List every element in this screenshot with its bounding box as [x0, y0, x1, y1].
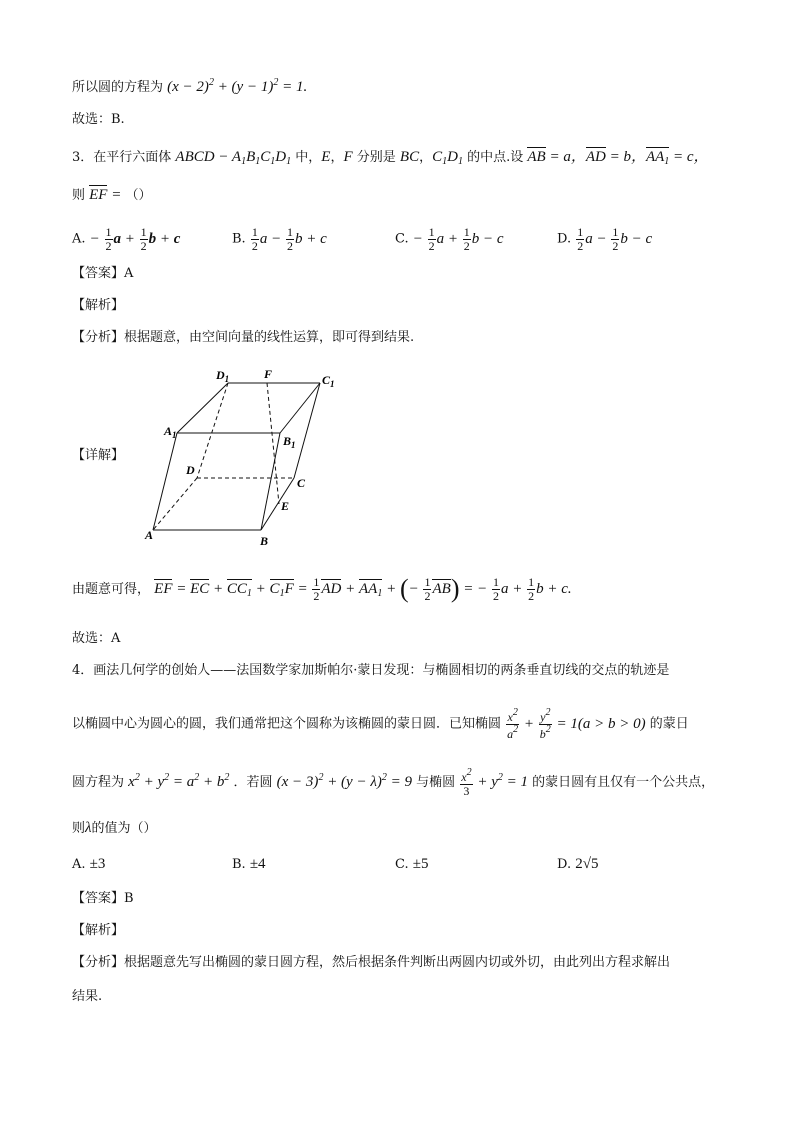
- option-expr: ±5: [412, 856, 429, 872]
- circle-equation-line: [72, 78, 307, 95]
- q3-option-a[interactable]: A. − $\frac{1}{2}$ a + $\frac{1}{2}$ b + c: [72, 225, 181, 253]
- option-expr: 2√5: [575, 856, 599, 872]
- q4-line3-e: 与椭圆: [416, 775, 456, 791]
- option-expr: ±3: [89, 856, 106, 872]
- label-A1: $A_1$: [164, 424, 177, 440]
- q4-line2: [72, 708, 689, 740]
- option-label: B.: [232, 857, 246, 872]
- q3-answer: 【答案】A: [72, 266, 134, 281]
- label-F: F: [264, 367, 273, 381]
- q3-solid: ABCD − $A_1B_1C_1D_1$: [175, 149, 292, 167]
- q3-derivation: [72, 576, 572, 603]
- label-D1: $D_1$: [216, 368, 230, 384]
- q4-line1: 4．画法几何学的创始人——法国数学家加斯帕尔·蒙日发现：与椭圆相切的两条垂直切线的交点的轨迹是: [72, 663, 670, 678]
- option-label: C.: [395, 231, 409, 247]
- circle-equation-text: 所以圆的方程为: [72, 80, 164, 95]
- answer-pick-b: 故选：B.: [72, 112, 125, 127]
- q3-prefix: 3．在平行六面体: [72, 150, 172, 165]
- monge-circle-eq: $x^2 + y^2 = a^2 + b^2$: [128, 772, 230, 791]
- label-B: B: [260, 534, 269, 548]
- q3-stem: [72, 150, 709, 167]
- q4-analysis-tag: 【解析】: [72, 923, 125, 938]
- option-label: D.: [557, 857, 572, 872]
- label-A: A: [145, 528, 154, 542]
- option-expr: ±4: [249, 856, 266, 872]
- q4-analysis-text-2: 结果.: [72, 989, 103, 1004]
- q3-option-c[interactable]: C. − $\frac{1}{2}$ a + $\frac{1}{2}$ b − c: [395, 225, 504, 253]
- q4-option-b[interactable]: [232, 856, 266, 873]
- option-label: D.: [557, 231, 572, 247]
- q3-analysis-tag: 【解析】: [72, 298, 125, 313]
- option-label: B.: [232, 231, 246, 247]
- circle-equation-math: $(x - 2)^2 + (y - 1)^2 = 1$.: [167, 77, 308, 95]
- given-ellipse-eq: $\frac{x^2}{3}$ + $y^2 = 1$: [461, 767, 528, 798]
- q4-line2-tail: 的蒙日: [649, 716, 689, 732]
- q4-analysis-text-1: 【分析】根据题意先写出椭圆的蒙日圆方程，然后根据条件判断出两圆内切或外切，由此列出方程求解出: [72, 955, 671, 970]
- ellipse-equation: $\frac{x^2}{a^2}$ + $\frac{y^2}{b^2}$ = 1(a > b > 0): [507, 707, 646, 741]
- label-D: D: [186, 463, 195, 477]
- q3-vector-defs: AB = a，AD = b，$AA_1 = c$，: [527, 149, 709, 167]
- q3-pick: 故选：A: [72, 631, 121, 646]
- q4-answer: 【答案】B: [72, 891, 134, 906]
- q4-option-d[interactable]: [557, 856, 598, 873]
- q3-option-b[interactable]: B. $\frac{1}{2}$ a − $\frac{1}{2}$ b + c: [232, 225, 327, 253]
- q4-ask: 则λ的值为（）: [72, 820, 157, 836]
- derivation-prefix: 由题意可得，: [72, 582, 151, 597]
- q3-analysis-text: 【分析】根据题意，由空间向量的线性运算，即可得到结果.: [72, 330, 415, 345]
- q3-mid: 中，E，F 分别是 BC，$C_1D_1$ 的中点.设: [295, 149, 524, 167]
- q3-ask: 则 EF = （）: [72, 187, 152, 203]
- q4-line3-c: ．若圆: [233, 775, 273, 791]
- q4-line3-a: 圆方程为: [72, 775, 125, 791]
- label-E: E: [281, 499, 290, 513]
- q4-line3: [72, 768, 714, 797]
- option-label: A.: [72, 231, 86, 247]
- given-circle-eq: $(x - 3)^2 + (y - \lambda)^2 = 9$: [276, 772, 412, 791]
- q4-line2-text: 以椭圆中心为圆心的圆，我们通常把这个圆称为该椭圆的蒙日圆．已知椭圆: [72, 716, 502, 732]
- q4-option-c[interactable]: [395, 856, 429, 873]
- option-label: A.: [72, 857, 86, 872]
- q3-detail-tag: 【详解】: [72, 448, 125, 463]
- derivation-math: EF = EC + $CC_1 + C_1F$ = $\frac{1}{2}$ AD + $AA_1$ + (− $\frac{1}{2}$ AB) = − $\frac{1}{2}$ a + $\frac{1}{2}$ b + c.: [154, 574, 572, 604]
- q4-option-a[interactable]: [72, 856, 105, 873]
- q4-line3-f: 的蒙日圆有且仅有一个公共点，: [532, 775, 715, 791]
- parallelepiped-figure: [140, 365, 370, 550]
- label-C1: $C_1$: [322, 373, 335, 389]
- label-B1: $B_1$: [283, 434, 296, 450]
- option-label: C.: [395, 857, 409, 872]
- q3-option-d[interactable]: D. $\frac{1}{2}$ a − $\frac{1}{2}$ b − c: [557, 225, 653, 253]
- label-C: C: [297, 476, 306, 490]
